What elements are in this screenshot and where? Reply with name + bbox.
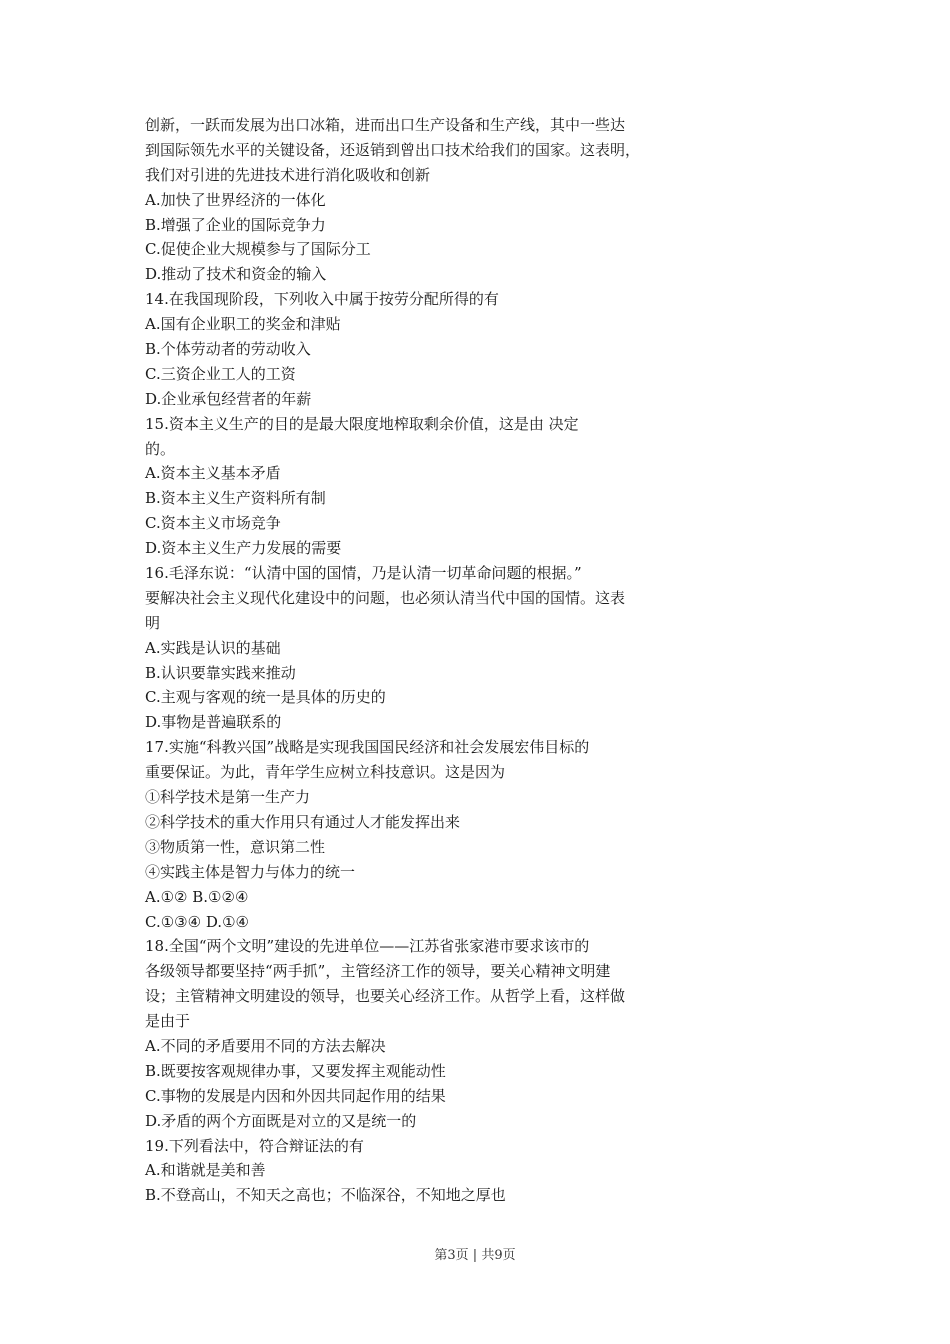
text-line: C.三资企业工人的工资 [145,364,296,383]
text-line: D.事物是普遍联系的 [145,713,282,732]
page-footer: 第3页 | 共9页 [434,1248,516,1263]
text-line: 17.实施“科教兴国”战略是实现我国国民经济和社会发展宏伟目标的 [145,738,590,757]
text-line: 15.资本主义生产的目的是最大限度地榨取剩余价值，这是由 决定 [145,414,579,433]
text-line: C.促使企业大规模参与了国际分工 [145,240,371,259]
text-line: B.资本主义生产资料所有制 [145,489,326,508]
text-line: 创新，一跃而发展为出口冰箱，进而出口生产设备和生产线，其中一些达 [145,116,626,134]
text-line: A.加快了世界经济的一体化 [145,190,326,209]
text-line: D.推动了技术和资金的输入 [145,265,327,284]
text-line: B.增强了企业的国际竞争力 [145,215,326,234]
text-line: 16.毛泽东说：“认清中国的国情，乃是认清一切革命问题的根据。” [145,564,582,583]
text-line: C.主观与客观的统一是具体的历史的 [145,688,386,707]
text-line: D.矛盾的两个方面既是对立的又是统一的 [145,1111,417,1130]
text-line: B.个体劳动者的劳动收入 [145,340,311,359]
text-line: A.国有企业职工的奖金和津贴 [145,315,341,334]
text-line: ④实践主体是智力与体力的统一 [145,862,356,881]
text-line: 14.在我国现阶段，下列收入中属于按劳分配所得的有 [145,290,499,309]
text-line: ②科学技术的重大作用只有通过人才能发挥出来 [145,812,461,831]
text-line: A.资本主义基本矛盾 [145,464,281,483]
text-line: D.企业承包经营者的年薪 [145,389,312,408]
text-line: 19.下列看法中，符合辩证法的有 [145,1136,364,1155]
text-line: C.事物的发展是内因和外因共同起作用的结果 [145,1086,446,1105]
text-line: ①科学技术是第一生产力 [145,788,311,807]
text-line: 我们对引进的先进技术进行消化吸收和创新 [145,165,431,184]
text-line: D.资本主义生产力发展的需要 [145,539,342,558]
text-line: B.认识要靠实践来推动 [145,663,296,682]
text-line: B.既要按客观规律办事，又要发挥主观能动性 [145,1061,446,1080]
text-line: 要解决社会主义现代化建设中的问题，也必须认清当代中国的国情。这表 [145,588,626,607]
text-line: B.不登高山，不知天之高也；不临深谷，不知地之厚也 [145,1186,506,1205]
text-line: 到国际领先水平的关键设备，还返销到曾出口技术给我们的国家。这表明， [145,140,641,159]
text-line: 各级领导都要坚持“两手抓”，主管经济工作的领导，要关心精神文明建 [145,962,611,981]
text-line: 设；主管精神文明建设的领导，也要关心经济工作。从哲学上看，这样做 [145,987,626,1006]
text-line: A.实践是认识的基础 [145,638,281,657]
text-line: C.①③④ D.①④ [145,912,249,931]
text-line: A.①② B.①②④ [145,887,249,906]
text-line: A.和谐就是美和善 [145,1161,266,1180]
text-line: A.不同的矛盾要用不同的方法去解决 [145,1036,386,1055]
text-line: 的。 [145,439,176,458]
text-line: C.资本主义市场竞争 [145,514,281,533]
text-line: 18.全国“两个文明”建设的先进单位——江苏省张家港市要求该市的 [145,937,590,956]
document-body [145,113,705,1208]
text-line: 明 [145,613,161,632]
text-line: 是由于 [145,1012,191,1031]
text-line: 重要保证。为此，青年学生应树立科技意识。这是因为 [145,763,506,782]
text-line: ③物质第一性，意识第二性 [145,837,326,856]
